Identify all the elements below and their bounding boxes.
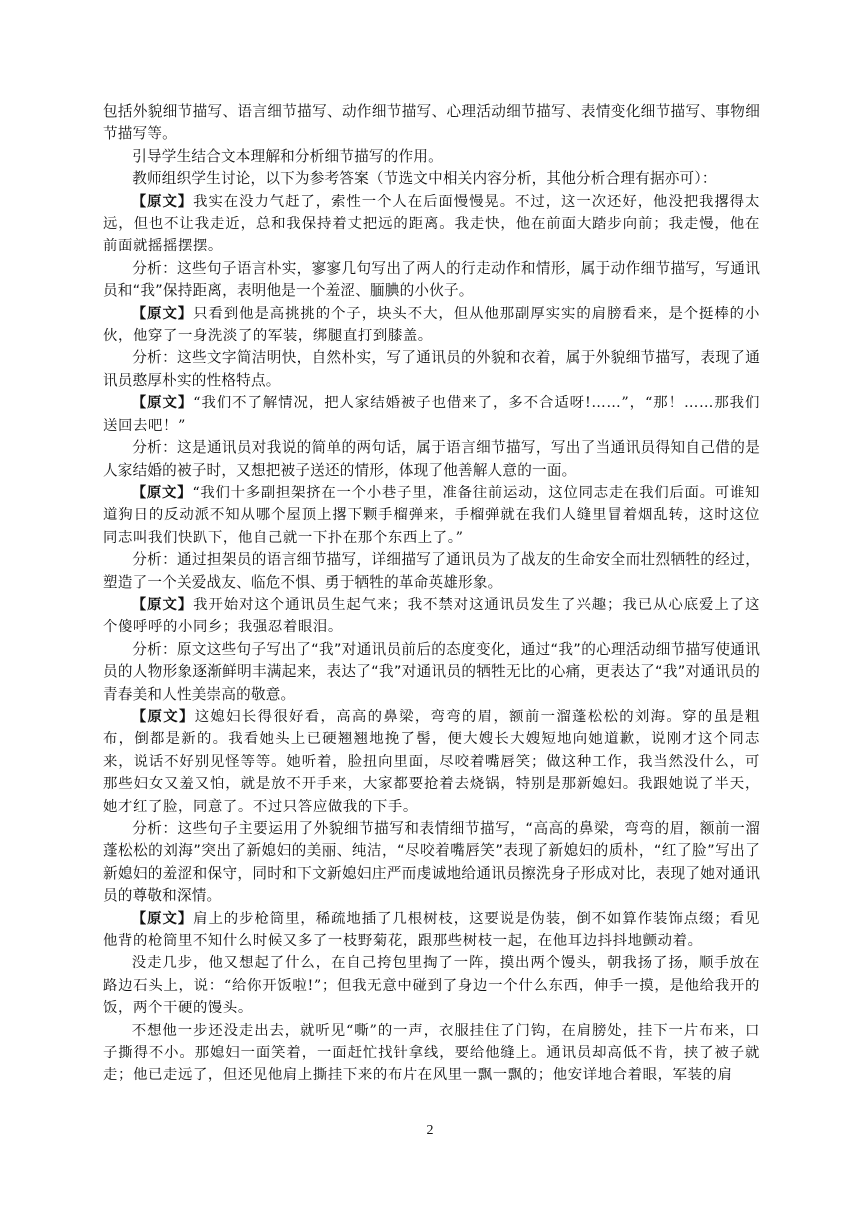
original-label: 【原文】: [131, 193, 194, 210]
analysis-paragraph: [103, 168, 760, 190]
paragraph-text: 教师组织学生讨论，以下为参考答案（节选文中相关内容分析，其他分析合理有据亦可）：: [132, 170, 717, 188]
paragraph-text: 分析：原文这些句子写出了“我”对通讯员前后的态度变化，通过“我”的心理活动细节描写使通讯员的人物形象逐渐鲜明丰满起来，表达了“我”对通讯员的牺牲无比的心痛，更表达了“我”对通讯员的青春美和人性美崇高的敬意。: [103, 640, 760, 703]
paragraph-text: 没走几步，他又想起了什么，在自己挎包里掏了一阵，摸出两个馒头，朝我扬了扬，顺手放在路边石头上，说：“给你开饭啦!”；但我无意中碰到了身边一个什么东西，伸手一摸，是他给我开的饭，两个干硬的馒头。: [103, 955, 760, 1017]
paragraph-text: 分析：通过担架员的语言细节描写，详细描写了通讯员为了战友的生命安全而壮烈牺牲的经过，塑造了一个关爱战友、临危不惧、勇于牺牲的革命英雄形象。: [103, 551, 760, 591]
original-text-paragraph: [103, 303, 760, 348]
original-text-paragraph: [103, 392, 760, 437]
paragraph-text: “我们不了解情况，把人家结婚被子也借来了，多不合适呀!……”，“那！……那我们送回去吧！”: [103, 395, 760, 434]
original-label: 【原文】: [131, 596, 194, 613]
paragraph-text: 引导学生结合文本理解和分析细节描写的作用。: [132, 147, 443, 165]
original-label: 【原文】: [131, 910, 194, 927]
paragraph-text: 肩上的步枪筒里，稀疏地插了几根树枝，这要说是伪装，倒不如算作装饰点缀；看见他背的枪筒里不知什么时候又多了一枝野菊花，跟那些树枝一起，在他耳边抖抖地颤动着。: [103, 910, 761, 950]
page-body: [103, 101, 760, 1087]
paragraph-text: 分析：这些句子主要运用了外貌细节描写和表情细节描写，“高高的鼻梁，弯弯的眉，额前一溜蓬松松的刘海”突出了新媳妇的美丽、纯洁，“尽咬着嘴唇笑”表现了新媳妇的质朴，“红了脸”写出了新媳妇的羞涩和保守，同时和下文新媳妇庄严而虔诚地给通讯员擦洗身子形成对比，表现了她对通讯员的尊敬和深情。: [103, 820, 760, 905]
original-label: 【原文】: [131, 708, 195, 725]
original-label: 【原文】: [131, 395, 194, 412]
analysis-paragraph: [103, 549, 760, 594]
analysis-paragraph: [103, 146, 760, 168]
original-text-paragraph: [103, 191, 760, 258]
paragraph-text: “我们十多副担架挤在一个小巷子里，准备往前运动，这位同志走在我们后面。可谁知道狗日的反动派不知从哪个屋顶上撂下颗手榴弹来，手榴弹就在我们人缝里冒着烟乱转，这时这位同志叫我们快趴下，他自己就一下扑在那个东西上了。”: [103, 484, 760, 546]
original-label: 【原文】: [131, 484, 193, 501]
original-text-paragraph: [103, 1020, 760, 1087]
paragraph-text: 包括外貌细节描写、语言细节描写、动作细节描写、心理活动细节描写、表情变化细节描写、事物细节描写等。: [103, 103, 760, 143]
analysis-paragraph: [103, 437, 760, 482]
paragraph-text: 分析：这些句子语言朴实，寥寥几句写出了两人的行走动作和情形，属于动作细节描写，写通讯员和“我”保持距离，表明他是一个羞涩、腼腆的小伙子。: [103, 259, 760, 300]
paragraph-text: 分析：这些文字简洁明快，自然朴实，写了通讯员的外貌和衣着，属于外貌细节描写，表现了通讯员憨厚朴实的性格特点。: [103, 349, 760, 389]
page-number: 2: [426, 1123, 434, 1138]
paragraph-text: 分析：这是通讯员对我说的简单的两句话，属于语言细节描写，写出了当通讯员得知自己借的是人家结婚的被子时，又想把被子送还的情形，体现了他善解人意的一面。: [103, 439, 760, 479]
analysis-paragraph: [103, 347, 760, 392]
analysis-paragraph: [103, 258, 760, 303]
analysis-paragraph: [103, 101, 760, 146]
paragraph-text: 只看到他是高挑挑的个子，块头不大，但从他那副厚实实的肩膀看来，是个挺棒的小伙，他穿了一身洗淡了的军装，绑腿直打到膝盖。: [103, 305, 761, 345]
analysis-paragraph: [103, 639, 760, 706]
paragraph-text: 这媳妇长得很好看，高高的鼻梁，弯弯的眉，额前一溜蓬松松的刘海。穿的虽是粗布，倒都是新的。我看她头上已硬翘翘地挽了髻，便大嫂长大嫂短地向她道歉，说刚才这个同志来，说话不好别见怪等等。她听着，脸扭向里面，尽咬着嘴唇笑；做这种工作，我当然没什么，可那些妇女又羞又怕，就是放不开手来，大家都要抢着去烧锅，特别是那新媳妇。我跟她说了半天，她才红了脸，同意了。不过只答应做我的下手。: [103, 708, 761, 815]
original-text-paragraph: [103, 594, 760, 639]
original-label: 【原文】: [131, 305, 194, 322]
paragraph-text: 不想他一步还没走出去，就听见“嘶”的一声，衣服挂住了门钩，在肩膀处，挂下一片布来，口子撕得不小。那媳妇一面笑着，一面赶忙找针拿线，要给他缝上。通讯员却高低不肯，挟了被子就走；他已走远了，但还见他肩上撕挂下来的布片在风里一飘一飘的；他安详地合着眼，军装的肩: [103, 1022, 760, 1084]
analysis-paragraph: [103, 818, 760, 908]
paragraph-text: 我开始对这个通讯员生起气来；我不禁对这通讯员发生了兴趣；我已从心底爱上了这个傻呼呼的小同乡；我强忍着眼泪。: [103, 596, 761, 636]
original-text-paragraph: [103, 908, 760, 953]
original-text-paragraph: [103, 482, 760, 549]
original-text-paragraph: [103, 952, 760, 1019]
paragraph-text: 我实在没力气赶了，索性一个人在后面慢慢晃。不过，这一次还好，他没把我撂得太远，但也不让我走近，总和我保持着丈把远的距离。我走快，他在前面大踏步向前；我走慢，他在前面就摇摇摆摆。: [103, 193, 761, 255]
original-text-paragraph: [103, 706, 760, 818]
